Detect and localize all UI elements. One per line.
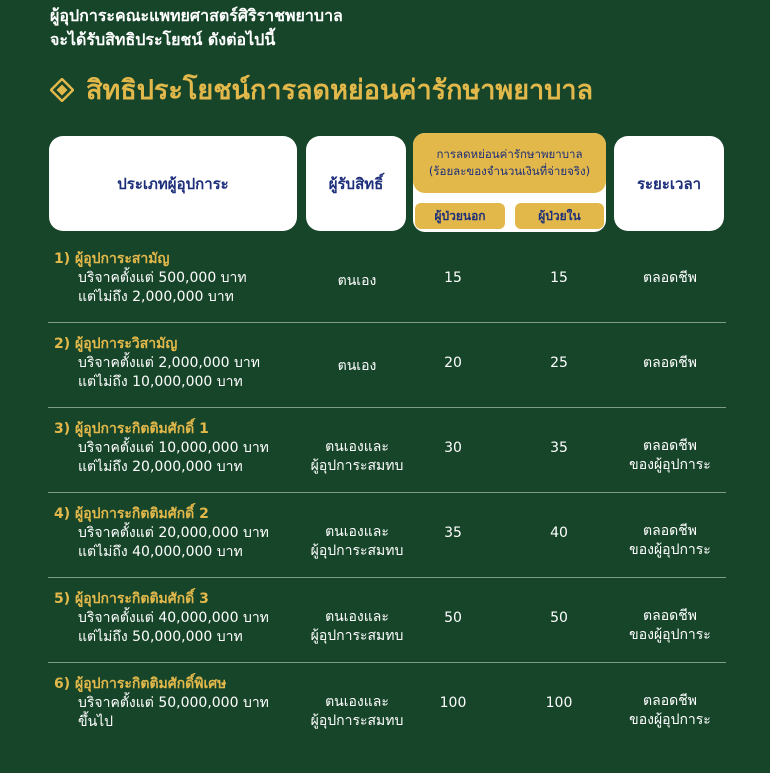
outpatient-value: 100 [439,695,467,711]
donation-range-from: บริจาคตั้งแต่ 2,000,000 บาท [78,355,261,371]
outpatient-value: 35 [444,525,462,541]
period-line-2: ของผู้อุปการะ [629,457,711,473]
table-row [48,323,726,408]
intro-line-2: จะได้รับสิทธิประโยชน์ ดังต่อไปนี้ [50,30,276,49]
header-discount-title-line2: (ร้อยละของจำนวนเงินที่จ่ายจริง) [428,164,591,178]
recipient-line-1: ตนเอง [337,273,377,289]
section-heading [50,68,593,111]
donor-type-title: 1) ผู้อุปการะสามัญ [54,251,170,267]
recipient-cell [298,693,416,731]
section-heading-text: สิทธิประโยชน์การลดหย่อนค่ารักษาพยาบาล [86,75,594,106]
donor-type-title: 5) ผู้อุปการะกิตติมศักดิ์ 3 [54,591,209,607]
recipient-line-1: ตนเองและ [325,439,389,455]
inpatient-value: 25 [550,355,568,371]
donation-range-to: แต่ไม่ถึง 40,000,000 บาท [78,544,243,560]
donation-range-to: แต่ไม่ถึง 50,000,000 บาท [78,629,243,645]
period-line-1: ตลอดชีพ [643,355,697,371]
period-line-1: ตลอดชีพ [643,438,697,454]
table-row [48,408,726,493]
inpatient-value: 40 [550,525,568,541]
table-row [48,493,726,578]
inpatient-value: 50 [550,610,568,626]
header-discount-group [413,133,606,232]
donation-range-from: บริจาคตั้งแต่ 40,000,000 บาท [78,610,269,626]
outpatient-value: 50 [444,610,462,626]
recipient-cell [298,438,416,476]
header-inpatient: ผู้ป่วยใน [515,203,604,229]
donor-type-cell [54,420,304,477]
period-line-2: ของผู้อุปการะ [629,627,711,643]
diamond-icon [50,78,74,102]
recipient-cell [298,523,416,561]
donation-range-to: ขึ้นไป [78,714,114,730]
inpatient-value: 100 [545,695,573,711]
donation-range-from: บริจาคตั้งแต่ 50,000,000 บาท [78,695,269,711]
recipient-line-2: ผู้อุปการะสมทบ [310,628,404,644]
period-cell [614,269,726,288]
donation-range-from: บริจาคตั้งแต่ 20,000,000 บาท [78,525,269,541]
donor-type-cell [54,675,304,732]
donor-type-title: 6) ผู้อุปการะกิตติมศักดิ์พิเศษ [54,676,227,692]
table-row [48,578,726,663]
donation-range-from: บริจาคตั้งแต่ 10,000,000 บาท [78,440,269,456]
recipient-line-1: ตนเองและ [325,524,389,540]
recipient-cell [298,608,416,646]
recipient-line-2: ผู้อุปการะสมทบ [310,458,404,474]
recipient-line-2: ผู้อุปการะสมทบ [310,543,404,559]
recipient-line-1: ตนเอง [337,358,377,374]
benefits-table [48,238,726,747]
donor-type-cell [54,505,304,562]
outpatient-value: 30 [444,440,462,456]
period-line-1: ตลอดชีพ [643,608,697,624]
donation-range-to: แต่ไม่ถึง 20,000,000 บาท [78,459,243,475]
header-period: ระยะเวลา [614,136,724,231]
donor-type-title: 2) ผู้อุปการะวิสามัญ [54,336,178,352]
recipient-line-1: ตนเองและ [325,694,389,710]
recipient-line-2: ผู้อุปการะสมทบ [310,713,404,729]
header-discount-title-line1: การลดหย่อนค่ารักษาพยาบาล [436,147,583,161]
outpatient-value: 20 [444,355,462,371]
period-line-2: ของผู้อุปการะ [629,712,711,728]
donation-range-from: บริจาคตั้งแต่ 500,000 บาท [78,270,247,286]
header-recipient: ผู้รับสิทธิ์ [306,136,406,231]
header-discount-title [413,133,606,193]
period-line-2: ของผู้อุปการะ [629,542,711,558]
table-row [48,663,726,747]
period-cell [614,692,726,730]
period-line-1: ตลอดชีพ [643,693,697,709]
outpatient-value: 15 [444,270,462,286]
period-line-1: ตลอดชีพ [643,270,697,286]
period-cell [614,354,726,373]
donation-range-to: แต่ไม่ถึง 10,000,000 บาท [78,374,243,390]
donor-type-title: 3) ผู้อุปการะกิตติมศักดิ์ 1 [54,421,209,437]
header-outpatient: ผู้ป่วยนอก [415,203,505,229]
intro-line-1: ผู้อุปการะคณะแพทยศาสตร์ศิริราชพยาบาล [50,6,343,25]
header-type: ประเภทผู้อุปการะ [49,136,297,231]
inpatient-value: 15 [550,270,568,286]
inpatient-value: 35 [550,440,568,456]
recipient-line-1: ตนเองและ [325,609,389,625]
donor-type-cell [54,250,304,307]
period-cell [614,522,726,560]
recipient-cell [298,357,416,376]
period-cell [614,437,726,475]
period-cell [614,607,726,645]
donor-type-title: 4) ผู้อุปการะกิตติมศักดิ์ 2 [54,506,209,522]
intro-text [50,4,343,52]
table-row [48,238,726,323]
donation-range-to: แต่ไม่ถึง 2,000,000 บาท [78,289,234,305]
donor-type-cell [54,590,304,647]
donor-type-cell [54,335,304,392]
period-line-1: ตลอดชีพ [643,523,697,539]
recipient-cell [298,272,416,291]
